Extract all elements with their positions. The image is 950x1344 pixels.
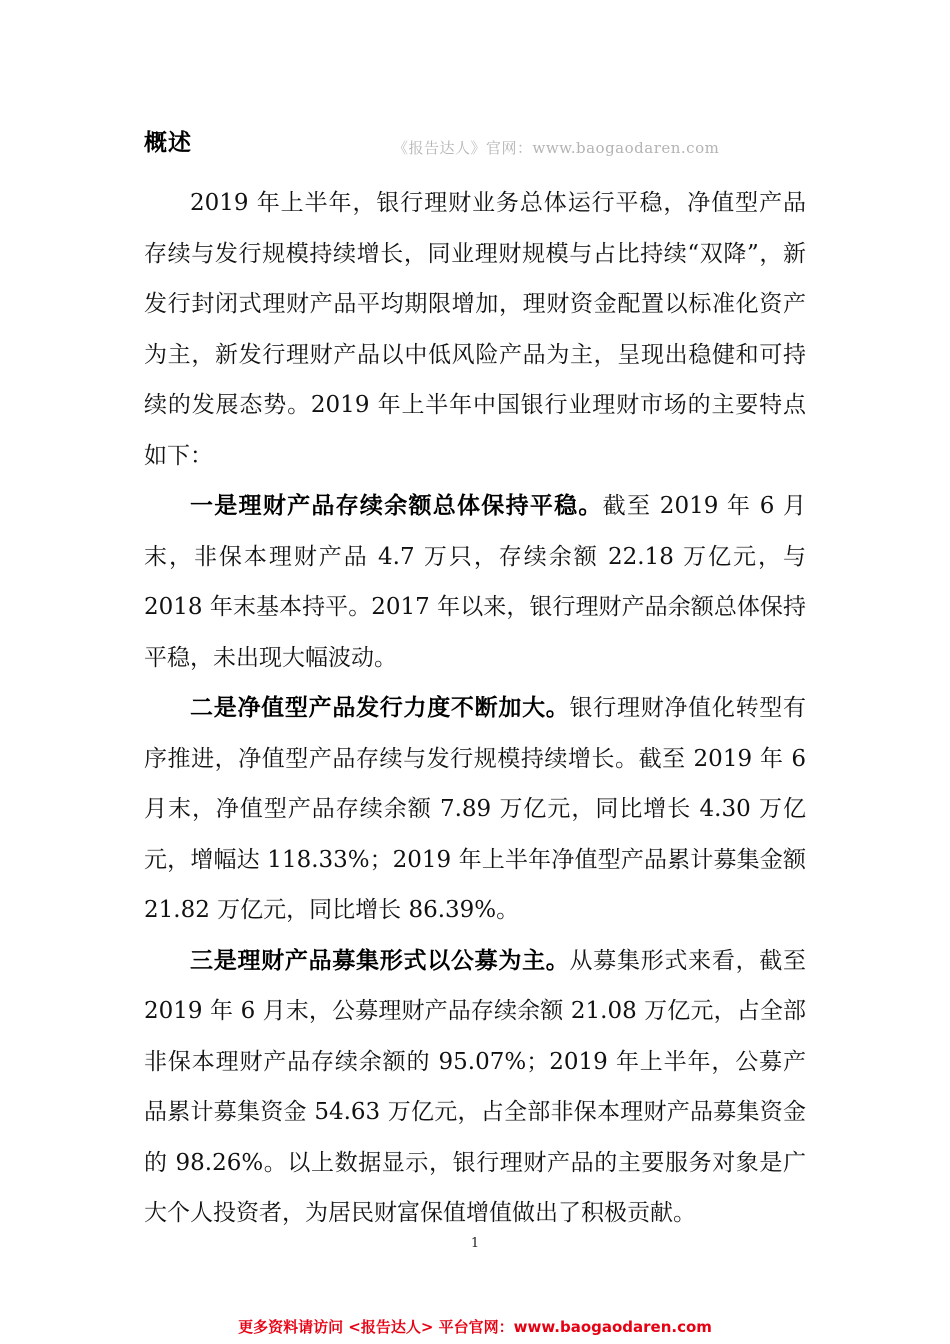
paragraph-intro <box>144 178 806 481</box>
paragraph-lead: 三是理财产品募集形式以公募为主。 <box>190 947 570 974</box>
paragraph-lead: 一是理财产品存续余额总体保持平稳。 <box>190 493 603 519</box>
paragraph-point-one <box>144 481 806 683</box>
footer-promo-link[interactable]: 更多资料请访问 <报告达人> 平台官网：www.baogaodaren.com <box>238 1318 712 1336</box>
paragraph-text: 从募集形式来看，截至 2019 年 6 月末，公募理财产品存续余额 21.08 万亿元，占全部非保本理财产品存续余额的 95.07%；2019 年上半年，公募产品累计募集资金 54.63 万亿元，占全部非保本理财产品募集资金的 98.26%。以上数据显示，银行理财产品的主要服务对象是广大个人投资者，为居民财富保值增值做出了积极贡献。 <box>144 947 807 1226</box>
page-title: 概述 <box>144 130 192 156</box>
paragraph-text: 2019 年上半年，银行理财业务总体运行平稳，净值型产品存续与发行规模持续增长，同业理财规模与占比持续“双降”，新发行封闭式理财产品平均期限增加，理财资金配置以标准化资产为主，新发行理财产品以中低风险产品为主，呈现出稳健和可持续的发展态势。2019 年上半年中国银行业理财市场的主要特点如下： <box>144 190 806 469</box>
watermark-text: 《报告达人》官网：www.baogaodaren.com <box>393 139 720 157</box>
page-number: 1 <box>470 1236 480 1251</box>
paragraph-point-two <box>144 683 806 936</box>
paragraph-text: 截至 2019 年 6 月末，非保本理财产品 4.7 万只，存续余额 22.18 万亿元，与 2018 年末基本持平。2017 年以来，银行理财产品余额总体保持平稳，未出现大幅波动。 <box>144 493 807 671</box>
paragraph-point-three <box>144 936 806 1239</box>
body-text <box>144 178 806 1239</box>
paragraph-lead: 二是净值型产品发行力度不断加大。 <box>190 695 570 721</box>
paragraph-text: 银行理财净值化转型有序推进，净值型产品存续与发行规模持续增长。截至 2019 年 6 月末，净值型产品存续余额 7.89 万亿元，同比增长 4.30 万亿元，增幅达 118.33%；2019 年上半年净值型产品累计募集金额 21.82 万亿元，同比增长 86.39%。 <box>144 695 807 923</box>
